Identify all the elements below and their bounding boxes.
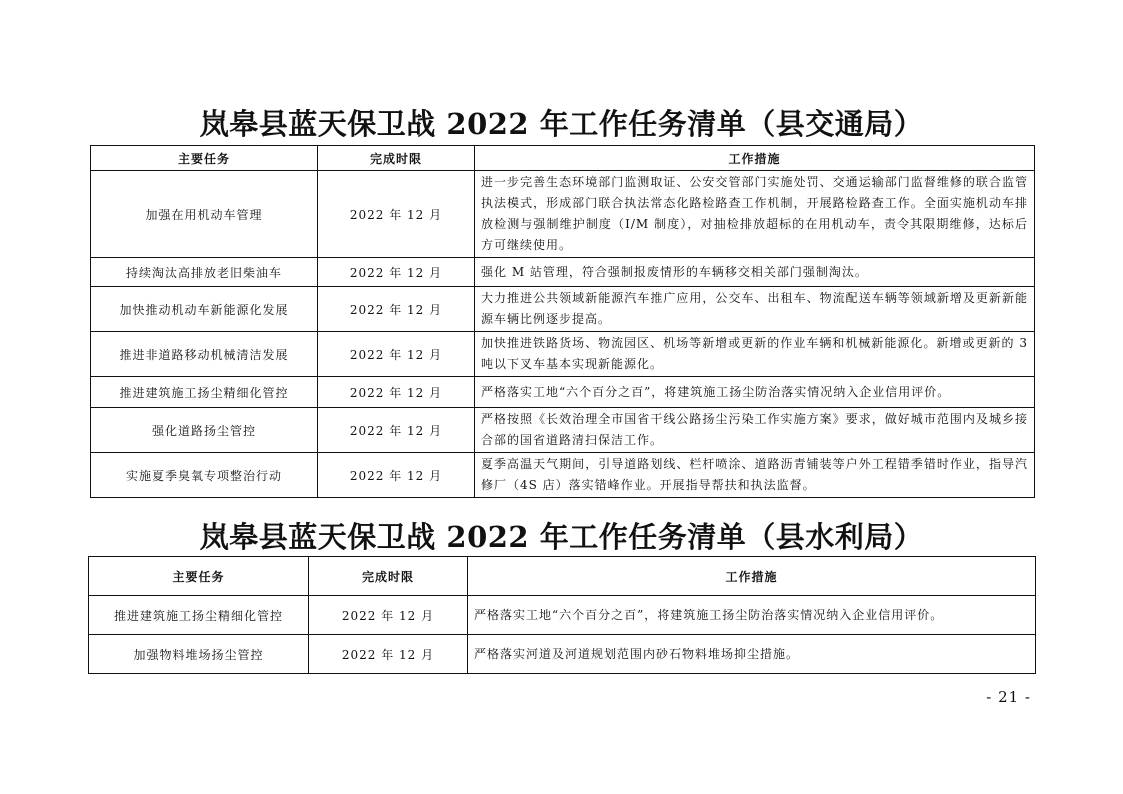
table-row <box>91 171 1035 258</box>
deadline-cell: 2022 年 12 月 <box>318 408 475 453</box>
header-deadline: 完成时限 <box>318 146 475 171</box>
deadline-cell: 2022 年 12 月 <box>309 596 468 635</box>
deadline-cell: 2022 年 12 月 <box>318 332 475 377</box>
deadline-cell: 2022 年 12 月 <box>318 258 475 287</box>
measure-cell: 夏季高温天气期间，引导道路划线、栏杆喷涂、道路沥青铺装等户外工程错季错时作业，指导汽修厂（4S 店）落实错峰作业。开展指导帮扶和执法监督。 <box>475 453 1035 498</box>
table-row <box>91 453 1035 498</box>
measure-cell: 进一步完善生态环境部门监测取证、公安交管部门实施处罚、交通运输部门监督维修的联合监管执法模式，形成部门联合执法常态化路检路查工作机制，开展路检路查工作。全面实施机动车排放检测与强制维护制度（I/M 制度），对抽检排放超标的在用机动车，责令其限期维修，达标后方可继续使用。 <box>475 171 1035 258</box>
table-row <box>91 287 1035 332</box>
deadline-cell: 2022 年 12 月 <box>318 377 475 408</box>
task-cell: 推进建筑施工扬尘精细化管控 <box>89 596 309 635</box>
deadline-cell: 2022 年 12 月 <box>318 171 475 258</box>
deadline-cell: 2022 年 12 月 <box>309 635 468 674</box>
header-deadline: 完成时限 <box>309 557 468 596</box>
measure-cell: 强化 M 站管理，符合强制报废情形的车辆移交相关部门强制淘汰。 <box>475 258 1035 287</box>
section2-title: 岚皋县蓝天保卫战 2022 年工作任务清单（县水利局） <box>199 520 924 554</box>
measure-cell: 严格落实工地“六个百分之百”，将建筑施工扬尘防治落实情况纳入企业信用评价。 <box>468 596 1036 635</box>
table-row <box>91 408 1035 453</box>
task-cell: 强化道路扬尘管控 <box>91 408 318 453</box>
task-cell: 实施夏季臭氧专项整治行动 <box>91 453 318 498</box>
task-table-transport <box>90 145 1035 498</box>
deadline-cell: 2022 年 12 月 <box>318 287 475 332</box>
measure-cell: 加快推进铁路货场、物流园区、机场等新增或更新的作业车辆和机械新能源化。新增或更新的 3 吨以下叉车基本实现新能源化。 <box>475 332 1035 377</box>
deadline-cell: 2022 年 12 月 <box>318 453 475 498</box>
table-header-row <box>91 146 1035 171</box>
header-task: 主要任务 <box>89 557 309 596</box>
measure-cell: 严格落实河道及河道规划范围内砂石物料堆场抑尘措施。 <box>468 635 1036 674</box>
task-cell: 加强物料堆场扬尘管控 <box>89 635 309 674</box>
measure-cell: 严格按照《长效治理全市国省干线公路扬尘污染工作实施方案》要求，做好城市范围内及城乡接合部的国省道路清扫保洁工作。 <box>475 408 1035 453</box>
task-cell: 加快推动机动车新能源化发展 <box>91 287 318 332</box>
table-row <box>89 635 1036 674</box>
task-cell: 加强在用机动车管理 <box>91 171 318 258</box>
task-table-water <box>88 556 1036 674</box>
table-row <box>91 377 1035 408</box>
measure-cell: 严格落实工地“六个百分之百”，将建筑施工扬尘防治落实情况纳入企业信用评价。 <box>475 377 1035 408</box>
table-header-row <box>89 557 1036 596</box>
task-cell: 推进建筑施工扬尘精细化管控 <box>91 377 318 408</box>
table-row <box>89 596 1036 635</box>
page-number: - 21 - <box>986 688 1031 706</box>
task-cell: 持续淘汰高排放老旧柴油车 <box>91 258 318 287</box>
header-measure: 工作措施 <box>468 557 1036 596</box>
section1-title: 岚皋县蓝天保卫战 2022 年工作任务清单（县交通局） <box>199 107 924 141</box>
table-row <box>91 258 1035 287</box>
task-cell: 推进非道路移动机械清洁发展 <box>91 332 318 377</box>
table-row <box>91 332 1035 377</box>
measure-cell: 大力推进公共领域新能源汽车推广应用，公交车、出租车、物流配送车辆等领域新增及更新新能源车辆比例逐步提高。 <box>475 287 1035 332</box>
header-task: 主要任务 <box>91 146 318 171</box>
header-measure: 工作措施 <box>475 146 1035 171</box>
